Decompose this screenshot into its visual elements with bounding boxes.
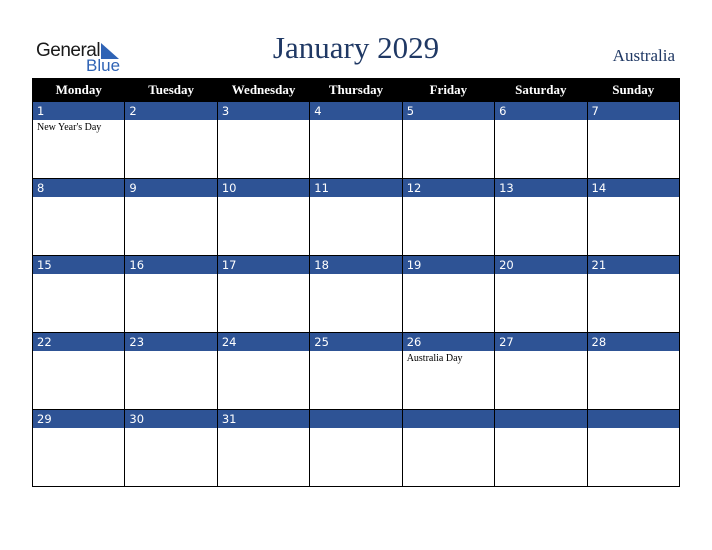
day-number: 6 xyxy=(495,102,586,120)
holiday-label: New Year's Day xyxy=(37,122,102,133)
day-number: 21 xyxy=(588,256,679,274)
day-number: 18 xyxy=(310,256,401,274)
weekday-thursday: Thursday xyxy=(310,78,402,102)
day-number: 30 xyxy=(125,410,216,428)
day-number: 16 xyxy=(125,256,216,274)
day-cell xyxy=(125,102,217,179)
day-number: 8 xyxy=(33,179,124,197)
day-cell xyxy=(310,256,402,333)
day-number xyxy=(403,410,494,428)
day-cell xyxy=(495,333,587,410)
day-number xyxy=(588,410,679,428)
day-cell xyxy=(587,179,679,256)
day-number: 31 xyxy=(218,410,309,428)
day-number: 15 xyxy=(33,256,124,274)
day-cell xyxy=(402,410,494,487)
day-number: 28 xyxy=(588,333,679,351)
day-number: 7 xyxy=(588,102,679,120)
calendar-grid xyxy=(32,78,680,487)
week-row xyxy=(33,102,680,179)
day-cell xyxy=(310,410,402,487)
day-cell xyxy=(495,256,587,333)
weekday-sunday: Sunday xyxy=(587,78,679,102)
holiday-label: Australia Day xyxy=(406,353,463,364)
day-cell xyxy=(33,333,125,410)
brand-blue-text: Blue xyxy=(86,56,121,75)
day-cell xyxy=(33,102,125,179)
day-cell xyxy=(587,256,679,333)
day-number: 13 xyxy=(495,179,586,197)
day-number: 14 xyxy=(588,179,679,197)
day-number: 3 xyxy=(218,102,309,120)
day-number: 23 xyxy=(125,333,216,351)
weekday-wednesday: Wednesday xyxy=(217,78,309,102)
day-cell xyxy=(587,410,679,487)
brand-general-text: General xyxy=(36,40,101,61)
day-number: 22 xyxy=(33,333,124,351)
day-number: 19 xyxy=(403,256,494,274)
day-cell xyxy=(33,256,125,333)
day-cell xyxy=(33,179,125,256)
day-cell xyxy=(33,410,125,487)
day-number: 11 xyxy=(310,179,401,197)
day-cell xyxy=(587,333,679,410)
day-cell xyxy=(310,333,402,410)
weekday-header-row xyxy=(33,78,680,102)
day-cell xyxy=(402,333,494,410)
weekday-friday: Friday xyxy=(402,78,494,102)
weekday-saturday: Saturday xyxy=(495,78,587,102)
day-number: 29 xyxy=(33,410,124,428)
week-row xyxy=(33,333,680,410)
day-cell xyxy=(125,410,217,487)
day-number: 2 xyxy=(125,102,216,120)
day-number: 25 xyxy=(310,333,401,351)
day-cell xyxy=(217,410,309,487)
day-cell xyxy=(495,410,587,487)
week-row xyxy=(33,179,680,256)
day-number: 27 xyxy=(495,333,586,351)
calendar-title: January 2029 xyxy=(272,30,440,65)
day-number: 10 xyxy=(218,179,309,197)
day-cell xyxy=(217,256,309,333)
day-cell xyxy=(402,256,494,333)
day-number: 5 xyxy=(403,102,494,120)
day-cell xyxy=(125,256,217,333)
day-cell xyxy=(402,179,494,256)
day-cell xyxy=(125,333,217,410)
day-cell xyxy=(125,179,217,256)
day-cell xyxy=(310,179,402,256)
calendar-weeks xyxy=(33,102,680,487)
day-cell xyxy=(495,102,587,179)
day-number: 20 xyxy=(495,256,586,274)
weekday-tuesday: Tuesday xyxy=(125,78,217,102)
week-row xyxy=(33,256,680,333)
day-number: 24 xyxy=(218,333,309,351)
day-number: 4 xyxy=(310,102,401,120)
weekday-monday: Monday xyxy=(33,78,125,102)
day-cell xyxy=(495,179,587,256)
day-number: 1 xyxy=(33,102,124,120)
day-cell xyxy=(587,102,679,179)
country-label: Australia xyxy=(612,46,675,65)
day-cell xyxy=(217,102,309,179)
day-number: 26 xyxy=(403,333,494,351)
day-cell xyxy=(217,333,309,410)
day-number xyxy=(495,410,586,428)
day-cell xyxy=(217,179,309,256)
day-cell xyxy=(310,102,402,179)
day-number xyxy=(310,410,401,428)
day-number: 17 xyxy=(218,256,309,274)
week-row xyxy=(33,410,680,487)
day-cell xyxy=(402,102,494,179)
day-number: 9 xyxy=(125,179,216,197)
day-number: 12 xyxy=(403,179,494,197)
